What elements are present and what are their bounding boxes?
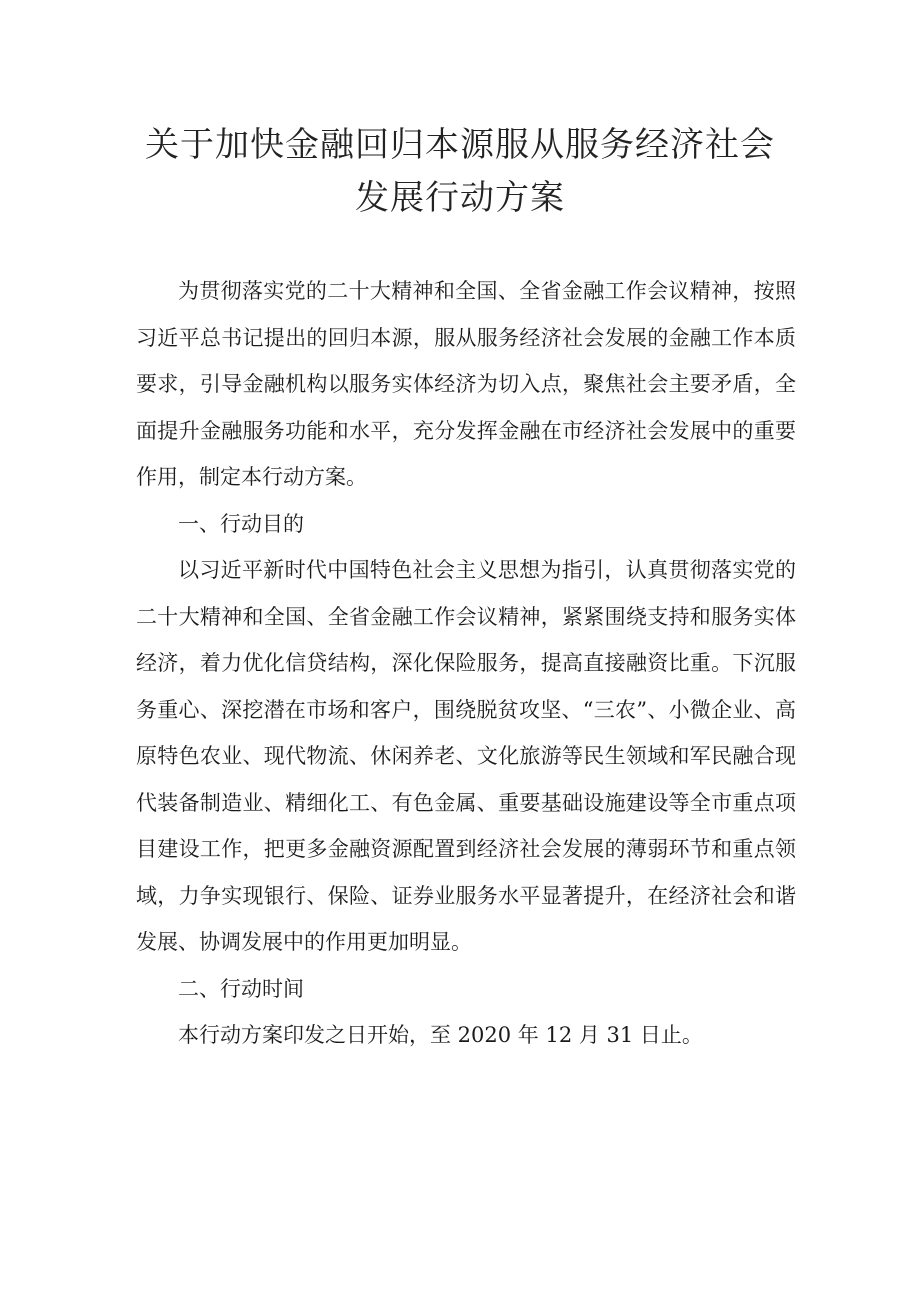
document-body xyxy=(136,268,796,1059)
section-heading-time: 二、行动时间 xyxy=(178,976,304,1001)
document-title-line-2: 发展行动方案 xyxy=(355,178,565,218)
time-paragraph: 本行动方案印发之日开始，至 2020 年 12 月 31 日止。 xyxy=(178,1023,703,1047)
intro-paragraph: 为贯彻落实党的二十大精神和全国、全省金融工作会议精神，按照习近平总书记提出的回归本源，服从服务经济社会发展的金融工作本质要求，引导金融机构以服务实体经济为切入点，聚焦社会主要矛盾，全面提升金融服务功能和水平，充分发挥金融在市经济社会发展中的重要作用，制定本行动方案。 xyxy=(136,279,796,489)
section-heading-purpose: 一、行动目的 xyxy=(178,511,304,536)
document-title-line-1: 关于加快金融回归本源服从服务经济社会 xyxy=(145,125,775,165)
purpose-paragraph: 以习近平新时代中国特色社会主义思想为指引，认真贯彻落实党的二十大精神和全国、全省金融工作会议精神，紧紧围绕支持和服务实体经济，着力优化信贷结构，深化保险服务，提高直接融资比重。下沉服务重心、深挖潜在市场和客户，围绕脱贫攻坚、“三农”、小微企业、高原特色农业、现代物流、休闲养老、文化旅游等民生领域和军民融合现代装备制造业、精细化工、有色金属、重要基础设施建设等全市重点项目建设工作，把更多金融资源配置到经济社会发展的薄弱环节和重点领域，力争实现银行、保险、证券业服务水平显著提升，在经济社会和谐发展、协调发展中的作用更加明显。 xyxy=(136,558,796,954)
